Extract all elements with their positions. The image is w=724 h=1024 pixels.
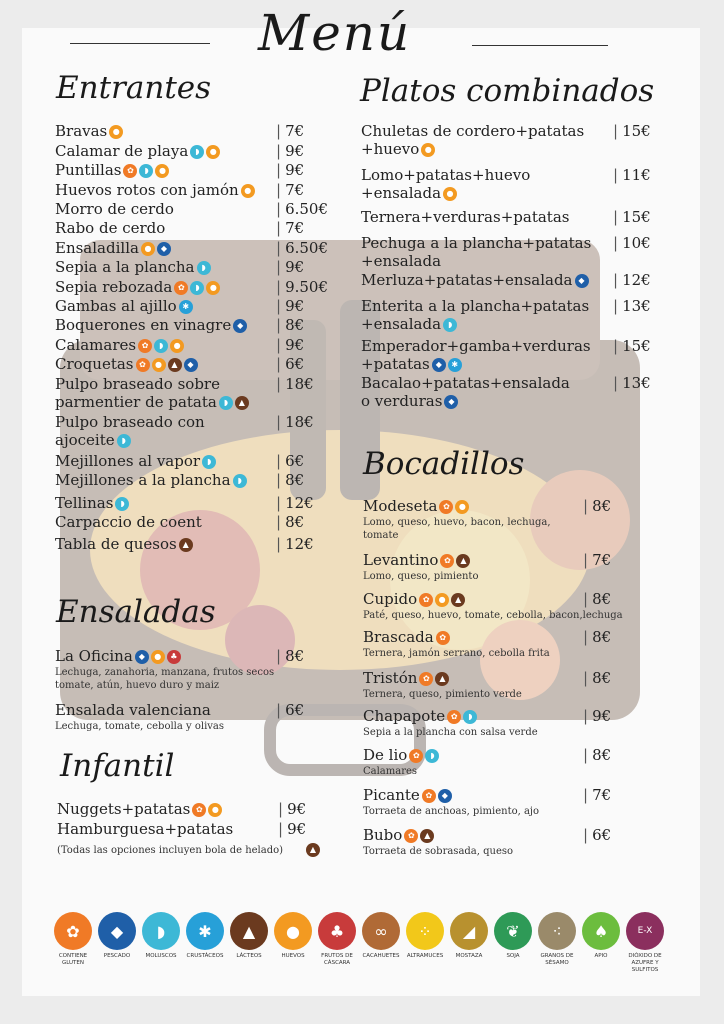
item-name-cont: [55, 393, 249, 412]
item-name: Bravas: [55, 122, 108, 140]
item-description: Ternera, jamón serrano, cebolla frita: [363, 648, 550, 659]
huevos-icon: ●: [443, 187, 457, 201]
pescado-icon: ◆: [135, 650, 149, 664]
menu-item: [55, 701, 211, 720]
item-description: Sepia a la plancha con salsa verde: [363, 727, 538, 738]
item-name: Tabla de quesos: [55, 535, 177, 553]
frutos-icon: ♣: [167, 650, 181, 664]
legend-gluten: [52, 912, 94, 974]
legend-cacahuetes: [360, 912, 402, 974]
item-name: De lio: [363, 746, 408, 764]
menu-item: [57, 820, 233, 839]
menu-item: [55, 258, 211, 277]
item-name-cont: [361, 140, 435, 159]
item-price: | 15€: [613, 208, 651, 227]
huevos-icon: ●: [151, 650, 165, 664]
sulfitos-icon: E-X: [626, 912, 664, 950]
menu-item: [361, 374, 570, 393]
menu-item: [55, 471, 247, 490]
pescado-icon: ◆: [98, 912, 136, 950]
item-name-line2: parmentier de patata: [55, 393, 217, 411]
gluten-icon: ✿: [404, 829, 418, 843]
item-description: Torraeta de anchoas, pimiento, ajo: [363, 806, 540, 817]
item-price: | 15€: [613, 122, 651, 141]
item-name: Emperador+gamba+verduras: [361, 337, 591, 355]
legend-label: ALTRAMUCES: [406, 953, 444, 959]
moluscos-icon: ◗: [233, 474, 247, 488]
item-name: Mejillones a la plancha: [55, 471, 231, 489]
menu-item: [361, 297, 589, 316]
legend-label: PESCADO: [103, 953, 131, 959]
soja-icon: ❦: [494, 912, 532, 950]
item-description: Paté, queso, huevo, tomate, cebolla, bacon,lechuga: [363, 610, 623, 621]
menu-item: [55, 375, 220, 394]
menu-item: [361, 337, 591, 356]
item-name-line2: +ensalada: [361, 184, 442, 202]
gluten-icon: ✿: [422, 789, 436, 803]
pescado-icon: ◆: [575, 274, 589, 288]
item-name-cont: [361, 355, 462, 374]
item-price: | 10€: [613, 234, 651, 253]
huevos-icon: ●: [141, 242, 155, 256]
item-price: | 6€: [276, 452, 304, 471]
menu-item: [361, 208, 569, 227]
frutos-icon: ♣: [318, 912, 356, 950]
item-name-line2: +ensalada: [361, 315, 442, 333]
item-price: | 11€: [613, 166, 651, 185]
lacteos-icon: ▲: [168, 358, 182, 372]
item-description: Lomo, queso, pimiento: [363, 571, 479, 582]
gluten-icon: ✿: [419, 672, 433, 686]
moluscos-icon: ◗: [154, 339, 168, 353]
item-price: | 9€: [276, 142, 304, 161]
legend-label: CACAHUETES: [362, 953, 400, 959]
item-price: | 18€: [276, 413, 314, 432]
item-price: | 6.50€: [276, 200, 328, 219]
item-name: Gambas al ajillo: [55, 297, 177, 315]
gluten-icon: ✿: [54, 912, 92, 950]
huevos-icon: ●: [274, 912, 312, 950]
item-name: Puntillas: [55, 161, 122, 179]
item-price: | 6€: [276, 701, 304, 720]
item-name: Bacalao+patatas+ensalada: [361, 374, 570, 392]
item-name: Ternera+verduras+patatas: [361, 208, 570, 226]
menu-item: [361, 271, 589, 290]
lacteos-icon: ▲: [235, 396, 249, 410]
legend-lacteos: [228, 912, 270, 974]
menu-item: [363, 497, 469, 516]
menu-item: [57, 800, 222, 819]
section-title-bocadillos: Bocadillos: [363, 446, 525, 482]
gluten-icon: ✿: [447, 710, 461, 724]
pescado-icon: ◆: [157, 242, 171, 256]
item-price: | 8€: [276, 647, 304, 666]
moluscos-icon: ◗: [142, 912, 180, 950]
item-name: Lomo+patatas+huevo: [361, 166, 531, 184]
moluscos-icon: ◗: [463, 710, 477, 724]
item-price: | 9€: [276, 336, 304, 355]
gluten-icon: ✿: [436, 631, 450, 645]
item-name-line2: o verduras: [361, 392, 443, 410]
gluten-icon: ✿: [440, 554, 454, 568]
menu-item: [55, 219, 165, 238]
item-name: Chuletas de cordero+patatas: [361, 122, 585, 140]
legend-frutos: [316, 912, 358, 974]
menu-item: [363, 590, 465, 609]
item-price: | 7€: [583, 786, 611, 805]
menu-item: [55, 161, 169, 180]
item-price: | 8€: [276, 316, 304, 335]
gluten-icon: ✿: [136, 358, 150, 372]
item-description: Calamares: [363, 766, 418, 777]
item-name: Levantino: [363, 551, 439, 569]
item-name: Huevos rotos con jamón: [55, 181, 239, 199]
item-name-line2: ajoceite: [55, 431, 115, 449]
item-price: | 8€: [583, 628, 611, 647]
item-description: Torraeta de sobrasada, queso: [363, 846, 514, 857]
legend-label: MOSTAZA: [455, 953, 483, 959]
item-name: Morro de cerdo: [55, 200, 174, 218]
huevos-icon: ●: [206, 145, 220, 159]
moluscos-icon: ◗: [219, 396, 233, 410]
legend-label: HUEVOS: [281, 953, 305, 959]
item-price: | 13€: [613, 374, 651, 393]
item-name: Sepia a la plancha: [55, 258, 195, 276]
item-name: Cupido: [363, 590, 418, 608]
gluten-icon: ✿: [192, 803, 206, 817]
cacahuetes-icon: ∞: [362, 912, 400, 950]
title-rule-right: [472, 45, 608, 46]
menu-item: [363, 707, 477, 726]
item-name: Ensaladilla: [55, 239, 139, 257]
section-title-entrantes: Entrantes: [56, 70, 212, 106]
pescado-icon: ◆: [438, 789, 452, 803]
menu-item: [55, 336, 184, 355]
item-price: | 9€: [276, 161, 304, 180]
mostaza-icon: ◢: [450, 912, 488, 950]
item-price: | 8€: [583, 590, 611, 609]
item-price: | 12€: [276, 535, 314, 554]
item-name-cont: [55, 431, 131, 450]
huevos-icon: ●: [241, 184, 255, 198]
legend-label: LÁCTEOS: [236, 953, 262, 959]
moluscos-icon: ◗: [443, 318, 457, 332]
item-name-cont: [361, 184, 457, 203]
legend-altramuces: [404, 912, 446, 974]
huevos-icon: ●: [170, 339, 184, 353]
menu-item: [363, 746, 439, 765]
item-description-line2: tomate, atún, huevo duro y maiz: [55, 680, 220, 691]
menu-item: [55, 142, 220, 161]
item-price: | 13€: [613, 297, 651, 316]
menu-title: Menú: [258, 4, 412, 62]
moluscos-icon: ◗: [197, 261, 211, 275]
item-description-line2: tomate: [363, 530, 399, 541]
item-price: | 8€: [583, 746, 611, 765]
lacteos-icon: ▲: [230, 912, 268, 950]
menu-item: [55, 278, 220, 297]
item-name: Nuggets+patatas: [57, 800, 191, 818]
huevos-icon: ●: [155, 164, 169, 178]
apio-icon: ♠: [582, 912, 620, 950]
lacteos-icon: ▲: [179, 538, 193, 552]
huevos-icon: ●: [455, 500, 469, 514]
item-description: Lechuga, zanahoria, manzana, frutos secos: [55, 667, 275, 678]
legend-moluscos: [140, 912, 182, 974]
legend-label: DIÓXIDO DE AZUFRE Y SULFITOS: [628, 953, 662, 973]
item-price: | 7€: [276, 219, 304, 238]
lacteos-icon: ▲: [420, 829, 434, 843]
item-price: | 9€: [278, 800, 306, 819]
gluten-icon: ✿: [409, 749, 423, 763]
item-name: Calamares: [55, 336, 137, 354]
legend-apio: [580, 912, 622, 974]
legend-soja: [492, 912, 534, 974]
item-price: | 7€: [276, 122, 304, 141]
menu-item: [55, 535, 193, 554]
legend-mostaza: [448, 912, 490, 974]
moluscos-icon: ◗: [190, 145, 204, 159]
legend-label: CONTIENE GLUTEN: [58, 953, 88, 966]
pescado-icon: ◆: [184, 358, 198, 372]
pescado-icon: ◆: [233, 319, 247, 333]
item-name-cont: [361, 252, 441, 271]
item-name: Picante: [363, 786, 420, 804]
legend-label: CRUSTÁCEOS: [186, 953, 224, 959]
item-name: Hamburguesa+patatas: [57, 820, 234, 838]
menu-item: [361, 122, 584, 141]
item-price: | 8€: [276, 471, 304, 490]
menu-item: [55, 647, 181, 666]
crustaceos-icon: ✱: [448, 358, 462, 372]
item-name: Enterita a la plancha+patatas: [361, 297, 590, 315]
item-price: | 9€: [276, 297, 304, 316]
menu-item: [363, 551, 470, 570]
menu-item: [361, 166, 530, 185]
item-price: | 6€: [583, 826, 611, 845]
altramuces-icon: ⁘: [406, 912, 444, 950]
menu-item: [55, 239, 171, 258]
menu-item: [363, 826, 434, 845]
item-description: Ternera, queso, pimiento verde: [363, 689, 522, 700]
legend-huevos: [272, 912, 314, 974]
gluten-icon: ✿: [439, 500, 453, 514]
lacteos-icon: ▲: [306, 843, 320, 857]
pescado-icon: ◆: [444, 395, 458, 409]
item-price: | 15€: [613, 337, 651, 356]
legend-label: FRUTOS DE CÁSCARA: [321, 953, 353, 966]
item-name: Pulpo braseado con: [55, 413, 205, 431]
item-name: Mejillones al vapor: [55, 452, 201, 470]
allergen-legend: [52, 912, 666, 974]
item-price: | 9€: [276, 258, 304, 277]
item-name: Modeseta: [363, 497, 438, 515]
item-price: | 12€: [613, 271, 651, 290]
menu-item: [363, 669, 449, 688]
item-price: | 12€: [276, 494, 314, 513]
item-price: | 8€: [583, 669, 611, 688]
menu-item: [55, 297, 193, 316]
section-title-ensaladas: Ensaladas: [56, 594, 216, 630]
item-price: | 18€: [276, 375, 314, 394]
sesamo-icon: ⁖: [538, 912, 576, 950]
menu-item: [55, 200, 174, 219]
item-name: Merluza+patatas+ensalada: [361, 271, 573, 289]
menu-item: [55, 452, 216, 471]
item-description: Lomo, queso, huevo, bacon, lechuga,: [363, 517, 551, 528]
menu-item: [363, 786, 452, 805]
section-title-combinados: Platos combinados: [360, 73, 655, 109]
item-description: Lechuga, tomate, cebolla y olivas: [55, 721, 225, 732]
lacteos-icon: ▲: [456, 554, 470, 568]
item-name: Calamar de playa: [55, 142, 189, 160]
item-name: La Oficina: [55, 647, 133, 665]
item-name: Sepia rebozada: [55, 278, 173, 296]
item-name-cont: [361, 392, 458, 411]
legend-label: GRANOS DE SÉSAMO: [540, 953, 574, 966]
item-name: Rabo de cerdo: [55, 219, 166, 237]
huevos-icon: ●: [109, 125, 123, 139]
item-name: Carpaccio de coent: [55, 513, 202, 531]
gluten-icon: ✿: [138, 339, 152, 353]
item-price: | 6.50€: [276, 239, 328, 258]
item-name: Boquerones en vinagre: [55, 316, 232, 334]
moluscos-icon: ◗: [425, 749, 439, 763]
item-name: Ensalada valenciana: [55, 701, 211, 719]
item-name-cont: [361, 315, 457, 334]
gluten-icon: ✿: [419, 593, 433, 607]
menu-item: [361, 234, 591, 253]
crustaceos-icon: ✱: [186, 912, 224, 950]
gluten-icon: ✿: [174, 281, 188, 295]
moluscos-icon: ◗: [202, 455, 216, 469]
infantil-note: (Todas las opciones incluyen bola de helado): [57, 845, 284, 856]
legend-sesamo: [536, 912, 578, 974]
huevos-icon: ●: [152, 358, 166, 372]
item-name: Pechuga a la plancha+patatas: [361, 234, 592, 252]
item-name: Bubo: [363, 826, 403, 844]
item-name-line2: +patatas: [361, 355, 430, 373]
item-name: Tellinas: [55, 494, 114, 512]
item-price: | 7€: [583, 551, 611, 570]
item-name: Croquetas: [55, 355, 134, 373]
menu-item: [55, 513, 202, 532]
item-price: | 8€: [276, 513, 304, 532]
item-name-line2: +ensalada: [361, 252, 442, 270]
lacteos-icon: ▲: [435, 672, 449, 686]
gluten-icon: ✿: [123, 164, 137, 178]
menu-item: [363, 628, 450, 647]
menu-item: [55, 355, 198, 374]
item-price: | 9.50€: [276, 278, 328, 297]
item-price: | 9€: [583, 707, 611, 726]
pescado-icon: ◆: [432, 358, 446, 372]
huevos-icon: ●: [208, 803, 222, 817]
moluscos-icon: ◗: [115, 497, 129, 511]
legend-sulfitos: [624, 912, 666, 974]
legend-label: MOLUSCOS: [145, 953, 177, 959]
moluscos-icon: ◗: [117, 434, 131, 448]
item-name: Brascada: [363, 628, 434, 646]
huevos-icon: ●: [421, 143, 435, 157]
section-title-infantil: Infantil: [60, 748, 175, 784]
item-price: | 6€: [276, 355, 304, 374]
legend-label: SOJA: [506, 953, 520, 959]
item-name: Pulpo braseado sobre: [55, 375, 220, 393]
menu-item: [55, 494, 129, 513]
item-price: | 7€: [276, 181, 304, 200]
moluscos-icon: ◗: [139, 164, 153, 178]
moluscos-icon: ◗: [190, 281, 204, 295]
item-name: Tristón: [363, 669, 418, 687]
item-name-line2: +huevo: [361, 140, 420, 158]
huevos-icon: ●: [435, 593, 449, 607]
menu-item: [55, 316, 247, 335]
legend-pescado: [96, 912, 138, 974]
menu-item: [55, 181, 255, 200]
menu-item: [55, 122, 123, 141]
legend-label: APIO: [594, 953, 608, 959]
item-price: | 8€: [583, 497, 611, 516]
title-rule-left: [70, 43, 210, 44]
item-price: | 9€: [278, 820, 306, 839]
crustaceos-icon: ✱: [179, 300, 193, 314]
menu-item: [55, 413, 205, 432]
lacteos-icon: ▲: [451, 593, 465, 607]
item-name: Chapapote: [363, 707, 446, 725]
legend-crustaceos: [184, 912, 226, 974]
huevos-icon: ●: [206, 281, 220, 295]
